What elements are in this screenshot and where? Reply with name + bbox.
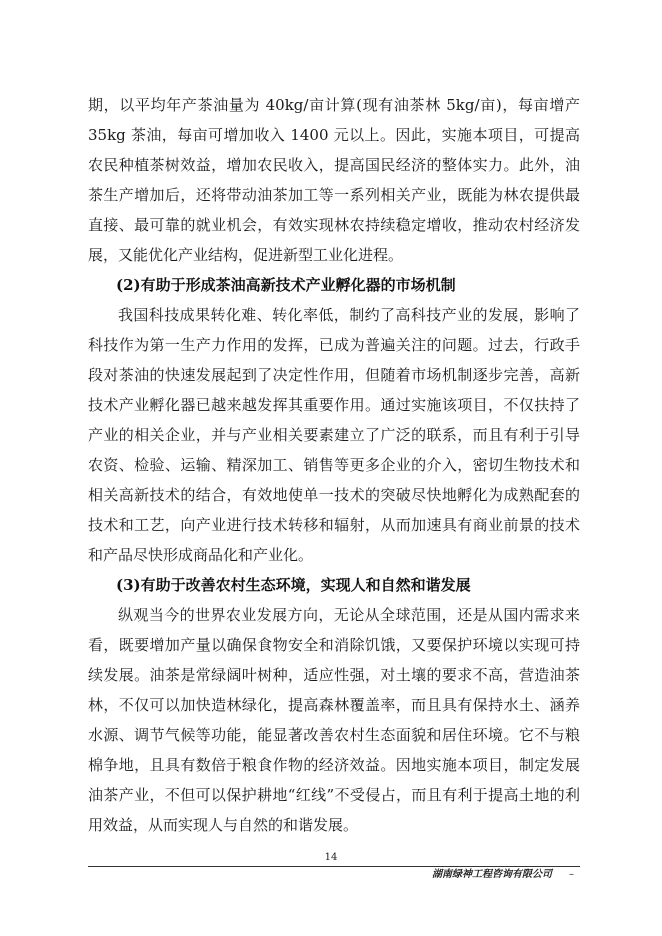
paragraph-ecology: 纵观当今的世界农业发展方向，无论从全球范围，还是从国内需求来看，既要增加产量以确保食物安全和消除饥饿，又要保护环境以实现可持续发展。油茶是常绿阔叶树种，适应性强，对土壤的要求不高，营造油茶林，不仅可以加快造林绿化，提高森林覆盖率，而且具有保持水土、涵养水源、调节气候等功能，能显著改善农村生态面貌和居住环境。它不与粮棉争地，且具有数倍于粮食作物的经济效益。因地实施本项目，制定发展油茶产业，不但可以保护耕地“红线”不受侵占，而且有利于提高土地的利用效益，从而实现人与自然的和谐发展。 (88, 606, 580, 834)
section-heading-3: (3)有助于改善农村生态环境，实现人和自然和谐发展 (116, 576, 471, 594)
footer-company-name: 湖南绿神工程咨询有限公司 (432, 869, 552, 880)
section-heading-2: (2)有助于形成茶油高新技术产业孵化器的市场机制 (116, 276, 456, 294)
page-number: 14 (324, 852, 338, 863)
body-content (88, 90, 580, 840)
paragraph-income-benefits: 期，以平均年产茶油量为 40kg/亩计算(现有油茶林 5kg/亩)，每亩增产 35kg 茶油，每亩可增加收入 1400 元以上。因此，实施本项目，可提高农民种植茶树效益，增加农民收入，提高国民经济的整体实力。此外，油茶生产增加后，还将带动油茶加工等一系列相关产业，既能为林农提供最直接、最可靠的就业机会，有效实现林农持续稳定增收，推动农村经济发展，又能优化产业结构，促进新型工业化进程。 (88, 96, 580, 264)
paragraph-tech-incubator: 我国科技成果转化难、转化率低，制约了高科技产业的发展，影响了科技作为第一生产力作用的发挥，已成为普遍关注的问题。过去，行政手段对茶油的快速发展起到了决定性作用，但随着市场机制逐步完善，高新技术产业孵化器已越来越发挥其重要作用。通过实施该项目，不仅扶持了产业的相关企业，并与产业相关要素建立了广泛的联系，而且有利于引导农资、检验、运输、精深加工、销售等更多企业的介入，密切生物技术和相关高新技术的结合，有效地使单一技术的突破尽快地孵化为成熟配套的技术和工艺，向产业进行技术转移和辐射，从而加速具有商业前景的技术和产品尽快形成商品化和产业化。 (88, 306, 580, 564)
footer-dash: – (569, 869, 574, 880)
footer-divider (88, 866, 580, 867)
